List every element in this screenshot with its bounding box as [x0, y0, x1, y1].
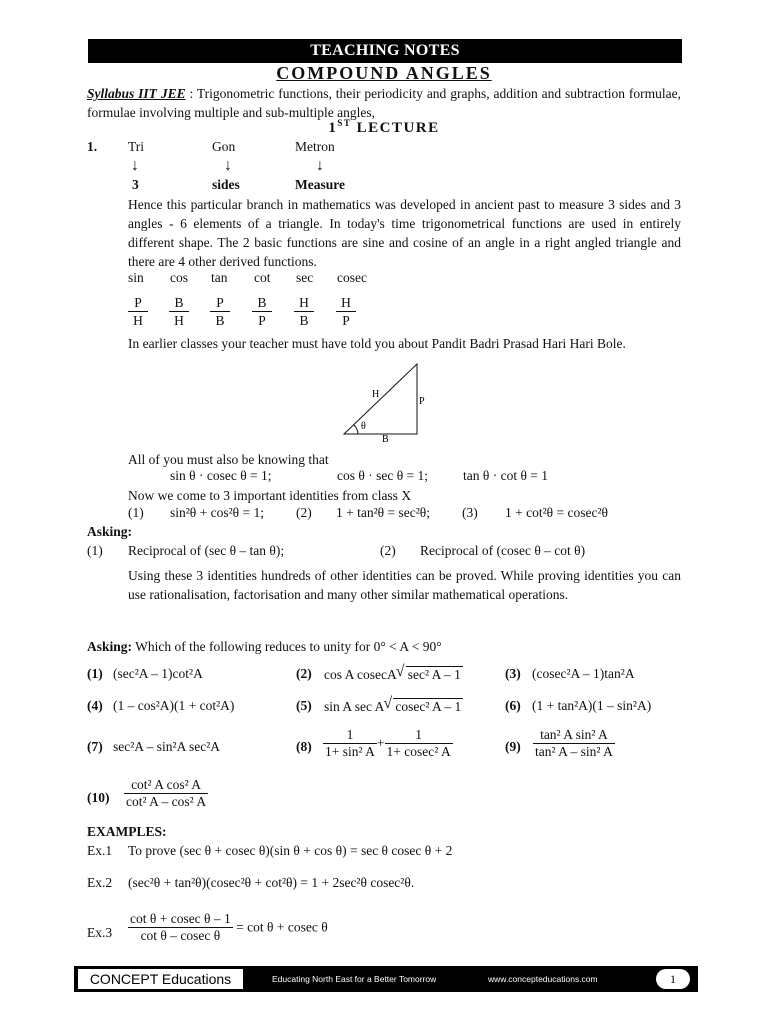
lecture-number: 1	[328, 120, 338, 136]
identity-cos-sec: cos θ · sec θ = 1;	[337, 468, 429, 483]
label-p: P	[419, 396, 425, 407]
asking2-question: Which of the following reduces to unity for 0° < A < 90°	[132, 639, 442, 654]
asking-item-2: Reciprocal of (cosec θ – cot θ)	[420, 543, 586, 558]
meaning-measure: Measure	[295, 177, 345, 192]
identities-paragraph: Using these 3 identities hundreds of other identities can be proved. While proving identities you can use rationalisation, factorisation and many other similar mathematical operations.	[128, 568, 681, 602]
examples-heading: EXAMPLES:	[87, 824, 167, 839]
option-8: $\frac{1}{\text{1+ sin² A}}$ + $\frac{1}{\text{1+ cosec² A}}$	[325, 727, 451, 759]
example-1: To prove (sec θ + cosec θ)(sin θ + cos θ) = sec θ cosec θ + 2	[128, 843, 453, 858]
knowing-line: All of you must also be knowing that	[128, 452, 329, 467]
option-num-2: (2)	[296, 666, 312, 681]
option-9: $\frac{\text{tan² A sin² A}}{\text{tan² A – sin² A}}$	[535, 727, 613, 759]
footer-brand: CONCEPT Educations	[78, 969, 243, 989]
footer-website[interactable]: www.concepteducations.com	[488, 974, 598, 984]
meaning-3: 3	[132, 177, 139, 192]
arrow-down-icon: ↓	[316, 157, 324, 174]
example-2: (sec²θ + tan²θ)(cosec²θ + cot²θ) = 1 + 2sec²θ cosec²θ.	[128, 875, 415, 890]
option-num-10: (10)	[87, 790, 110, 805]
teacher-paragraph: In earlier classes your teacher must have told you about Pandit Badri Prasad Hari Hari Bole.	[128, 336, 626, 351]
option-10: $\frac{\text{cot² A cos² A}}{\text{cot² A – cos² A}}$	[126, 777, 207, 809]
fn-cosec: cosec	[337, 270, 367, 285]
identity-3: 1 + cot²θ = cosec²θ	[505, 505, 608, 520]
asking2-label: Asking:	[87, 639, 133, 654]
option-num-3: (3)	[505, 666, 521, 681]
syllabus-paragraph	[87, 84, 681, 122]
option-num-7: (7)	[87, 739, 103, 754]
history-paragraph: Hence this particular branch in mathematics was developed in ancient past to measure 3 sides and 3 angles - 6 elements of a triangle. In today's time trigonometrical functions are used in entirely different shape. The 2 basic functions are sine and cosine of an angle in a right angled triangle and there are 4 other derived functions.	[128, 197, 681, 269]
option-num-5: (5)	[296, 698, 312, 713]
example-num-3: Ex.3	[87, 925, 113, 940]
lecture-suffix: ST	[337, 118, 352, 128]
syllabus-label: Syllabus IIT JEE	[87, 86, 186, 101]
example-3: $\frac{\text{cot θ + cosec θ – 1}}{\text{cot θ – cosec θ}}$ = cot θ + cosec θ	[130, 911, 328, 943]
arrow-down-icon: ↓	[224, 157, 232, 174]
identity-num-1: (1)	[128, 505, 144, 520]
class-x-line: Now we come to 3 important identities from class X	[128, 488, 412, 503]
fn-cot: cot	[254, 270, 271, 285]
word-metron: Metron	[295, 139, 335, 154]
syllabus-text: : Trigonometric functions, their periodicity and graphs, addition and subtraction formulae, formulae involving multiple and sub-multiple angles,	[87, 86, 681, 120]
option-num-6: (6)	[505, 698, 521, 713]
option-6: (1 + tan²A)(1 – sin²A)	[532, 698, 652, 713]
page-title: COMPOUND ANGLES	[276, 63, 492, 83]
option-7: sec²A – sin²A sec²A	[113, 739, 221, 754]
label-b: B	[382, 434, 389, 444]
meaning-sides: sides	[212, 177, 240, 192]
page-number: 1	[656, 969, 690, 989]
fn-sec: sec	[296, 270, 314, 285]
banner-teaching-notes: TEACHING NOTES	[88, 39, 682, 63]
ratio-sec: H B	[294, 294, 314, 329]
identity-2: 1 + tan²θ = sec²θ;	[336, 505, 430, 520]
ratio-cot: B P	[252, 294, 272, 329]
identity-num-2: (2)	[296, 505, 312, 520]
identity-sin-cosec: sin θ · cosec θ = 1;	[170, 468, 272, 483]
fn-tan: tan	[211, 270, 228, 285]
option-4: (1 – cos²A)(1 + cot²A)	[113, 698, 235, 713]
example-num-2: Ex.2	[87, 875, 113, 890]
label-theta: θ	[361, 421, 366, 432]
footer-tagline: Educating North East for a Better Tomorrow	[272, 974, 437, 984]
option-3: (cosec²A – 1)tan²A	[532, 666, 635, 681]
ratio-tan: P B	[210, 294, 230, 329]
asking-num-2: (2)	[380, 543, 396, 558]
option-1: (sec²A – 1)cot²A	[113, 666, 203, 681]
identity-1: sin²θ + cos²θ = 1;	[170, 505, 265, 520]
asking-num-1: (1)	[87, 543, 103, 558]
right-triangle-diagram	[336, 358, 446, 444]
ratio-cos: B H	[169, 294, 189, 329]
option-5: sin A sec A√ cosec² A – 1	[324, 698, 463, 715]
asking2-line	[87, 639, 442, 655]
label-h: H	[372, 389, 380, 400]
lecture-word: LECTURE	[356, 120, 440, 136]
arrow-down-icon: ↓	[131, 157, 139, 174]
sqrt-symbol: √ sec² A – 1	[406, 666, 463, 682]
fn-sin: sin	[128, 270, 144, 285]
lecture-heading	[0, 120, 768, 137]
identity-tan-cot: tan θ · cot θ = 1	[463, 468, 549, 483]
asking-label: Asking:	[87, 524, 133, 539]
option-num-9: (9)	[505, 739, 521, 754]
option-2: cos A cosecA√ sec² A – 1	[324, 666, 463, 683]
word-tri: Tri	[128, 139, 145, 154]
option-num-8: (8)	[296, 739, 312, 754]
ratio-cosec: H P	[336, 294, 356, 329]
word-gon: Gon	[212, 139, 236, 154]
asking-item-1: Reciprocal of (sec θ – tan θ);	[128, 543, 285, 558]
fn-cos: cos	[170, 270, 188, 285]
option-num-4: (4)	[87, 698, 103, 713]
option-num-1: (1)	[87, 666, 103, 681]
example-num-1: Ex.1	[87, 843, 113, 858]
sqrt-symbol: √ cosec² A – 1	[393, 698, 463, 714]
ratio-sin: P H	[128, 294, 148, 329]
section-number: 1.	[87, 139, 98, 154]
identity-num-3: (3)	[462, 505, 478, 520]
